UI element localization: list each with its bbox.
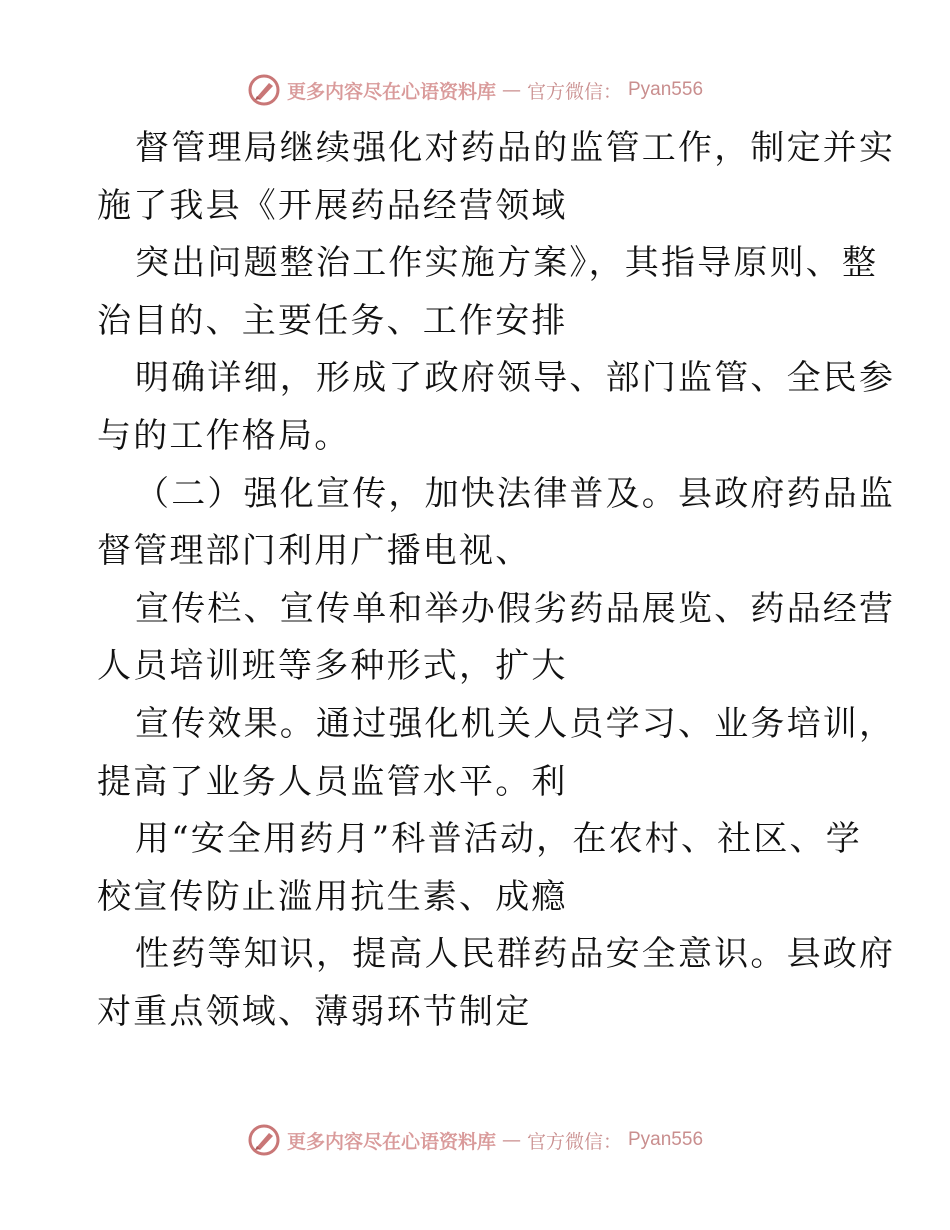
watermark-sub-text: 官方微信：	[526, 80, 622, 103]
watermark-sub-text: 官方微信：	[526, 1130, 622, 1153]
text-line: 与的工作格局。	[97, 415, 351, 456]
text-line: 明确详细，形成了政府领导、部门监管、全民参	[135, 358, 896, 399]
watermark-main-text: 更多内容尽在心语资料库	[286, 80, 496, 103]
watermark	[247, 73, 703, 107]
pen-logo-icon	[247, 73, 281, 107]
document-body	[97, 120, 896, 1042]
watermark-separator: —	[501, 79, 521, 101]
pen-logo-icon	[247, 1123, 281, 1157]
watermark-separator: —	[501, 1129, 521, 1151]
watermark-account: Pyan556	[628, 79, 704, 100]
text-line: 用“安全用药月”科普活动，在农村、社区、学	[135, 819, 862, 860]
text-line: 宣传栏、宣传单和举办假劣药品展览、药品经营	[135, 588, 896, 629]
header-watermark	[0, 70, 950, 110]
text-line: 人员培训班等多种形式，扩大	[97, 646, 568, 687]
text-line: 治目的、主要任务、工作安排	[97, 300, 568, 341]
watermark-account: Pyan556	[628, 1129, 704, 1150]
text-line: 提高了业务人员监管水平。利	[97, 761, 568, 802]
text-line: 宣传效果。通过强化机关人员学习、业务培训，	[135, 703, 896, 744]
text-line: 施了我县《开展药品经营领域	[97, 185, 568, 226]
watermark	[247, 1123, 703, 1157]
text-line: 突出问题整治工作实施方案》，其指导原则、整	[135, 243, 879, 284]
text-line: （二）强化宣传，加快法律普及。县政府药品监	[135, 473, 896, 514]
text-line: 性药等知识，提高人民群药品安全意识。县政府	[135, 934, 896, 975]
footer-watermark	[0, 1120, 950, 1160]
text-line: 督管理部门利用广播电视、	[97, 531, 532, 572]
watermark-main-text: 更多内容尽在心语资料库	[286, 1130, 496, 1153]
text-line: 督管理局继续强化对药品的监管工作，制定并实	[135, 128, 896, 168]
text-line: 校宣传防止滥用抗生素、成瘾	[97, 876, 568, 917]
text-line: 对重点领域、薄弱环节制定	[97, 991, 532, 1032]
